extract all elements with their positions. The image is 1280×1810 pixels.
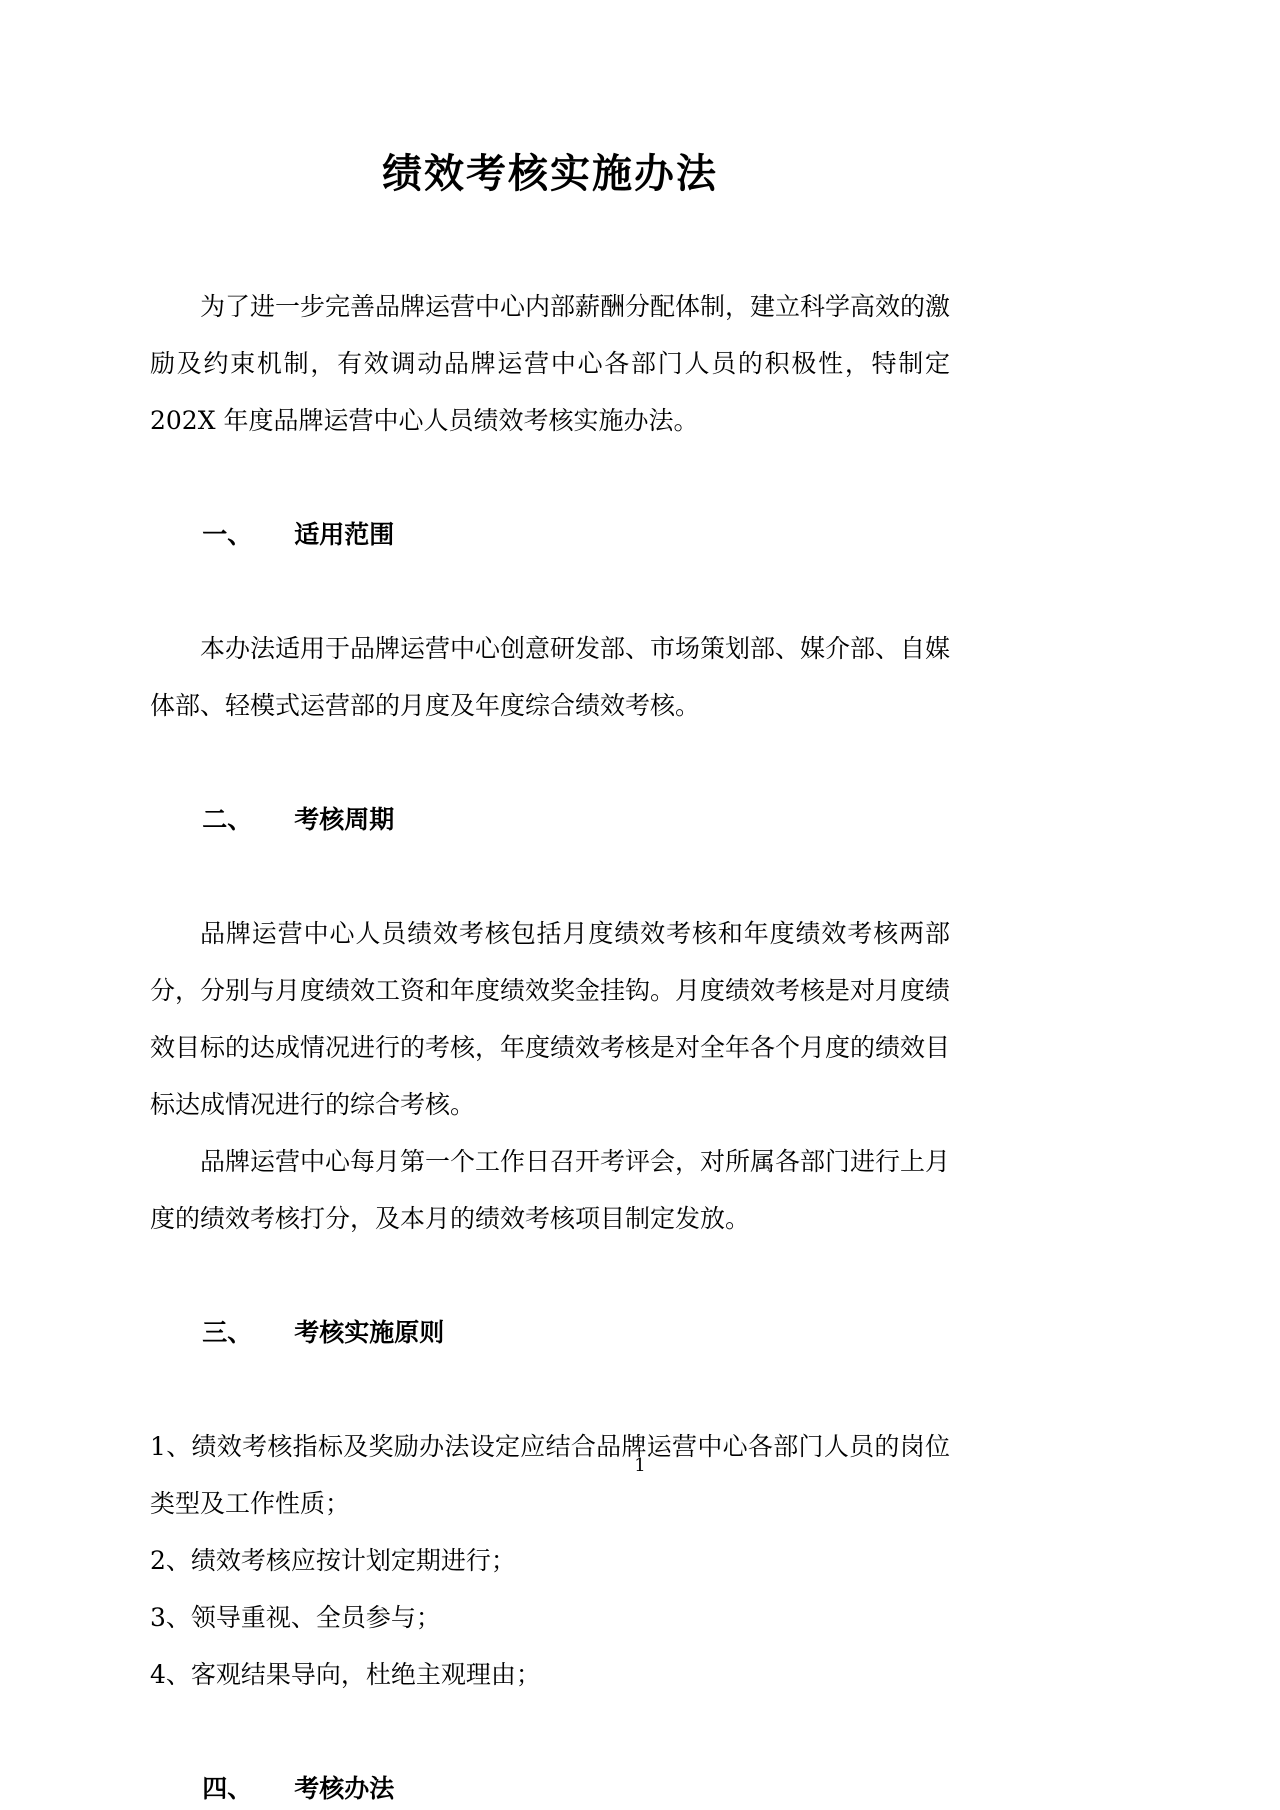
section-2-paragraph-2: 品牌运营中心每月第一个工作日召开考评会，对所属各部门进行上月度的绩效考核打分，及本月的绩效考核项目制定发放。 <box>150 1147 951 1233</box>
section-number-4: 四、 <box>202 1774 253 1803</box>
section-number-3: 三、 <box>202 1318 253 1347</box>
page-number-footer: 1 <box>634 1455 646 1476</box>
document-content <box>150 0 950 1810</box>
section-title-2: 考核周期 <box>294 805 395 834</box>
section-heading-4 <box>150 1703 950 1810</box>
section-2-paragraph-1: 品牌运营中心人员绩效考核包括月度绩效考核和年度绩效考核两部分，分别与月度绩效工资和年度绩效奖金挂钩。月度绩效考核是对月度绩效目标的达成情况进行的考核，年度绩效考核是对全年各个月度的绩效目标达成情况进行的综合考核。 <box>150 919 951 1119</box>
section-number-2: 二、 <box>202 805 253 834</box>
section-heading-3 <box>150 1247 950 1418</box>
section-3-list-item-1: 1、绩效考核指标及奖励办法设定应结合品牌运营中心各部门人员的岗位类型及工作性质； <box>150 1432 950 1518</box>
section-3-list-item-4: 4、客观结果导向，杜绝主观理由； <box>150 1660 541 1689</box>
section-title-3: 考核实施原则 <box>294 1318 445 1347</box>
section-1-paragraph-1: 本办法适用于品牌运营中心创意研发部、市场策划部、媒介部、自媒体部、轻模式运营部的月度及年度综合绩效考核。 <box>150 634 951 720</box>
title-spacer <box>150 200 950 278</box>
intro-paragraph: 为了进一步完善品牌运营中心内部薪酬分配体制，建立科学高效的激励及约束机制，有效调动品牌运营中心各部门人员的积极性，特制定 202X 年度品牌运营中心人员绩效考核实施办法。 <box>150 292 951 435</box>
section-heading-2 <box>150 734 950 905</box>
section-number-1: 一、 <box>202 520 253 549</box>
section-title-4: 考核办法 <box>294 1774 395 1803</box>
section-3-list-item-3: 3、领导重视、全员参与； <box>150 1603 441 1632</box>
section-3-list-item-2: 2、绩效考核应按计划定期进行； <box>150 1546 516 1575</box>
section-heading-1 <box>150 449 950 620</box>
section-title-1: 适用范围 <box>294 520 395 549</box>
page-title: 绩效考核实施办法 <box>382 150 718 197</box>
